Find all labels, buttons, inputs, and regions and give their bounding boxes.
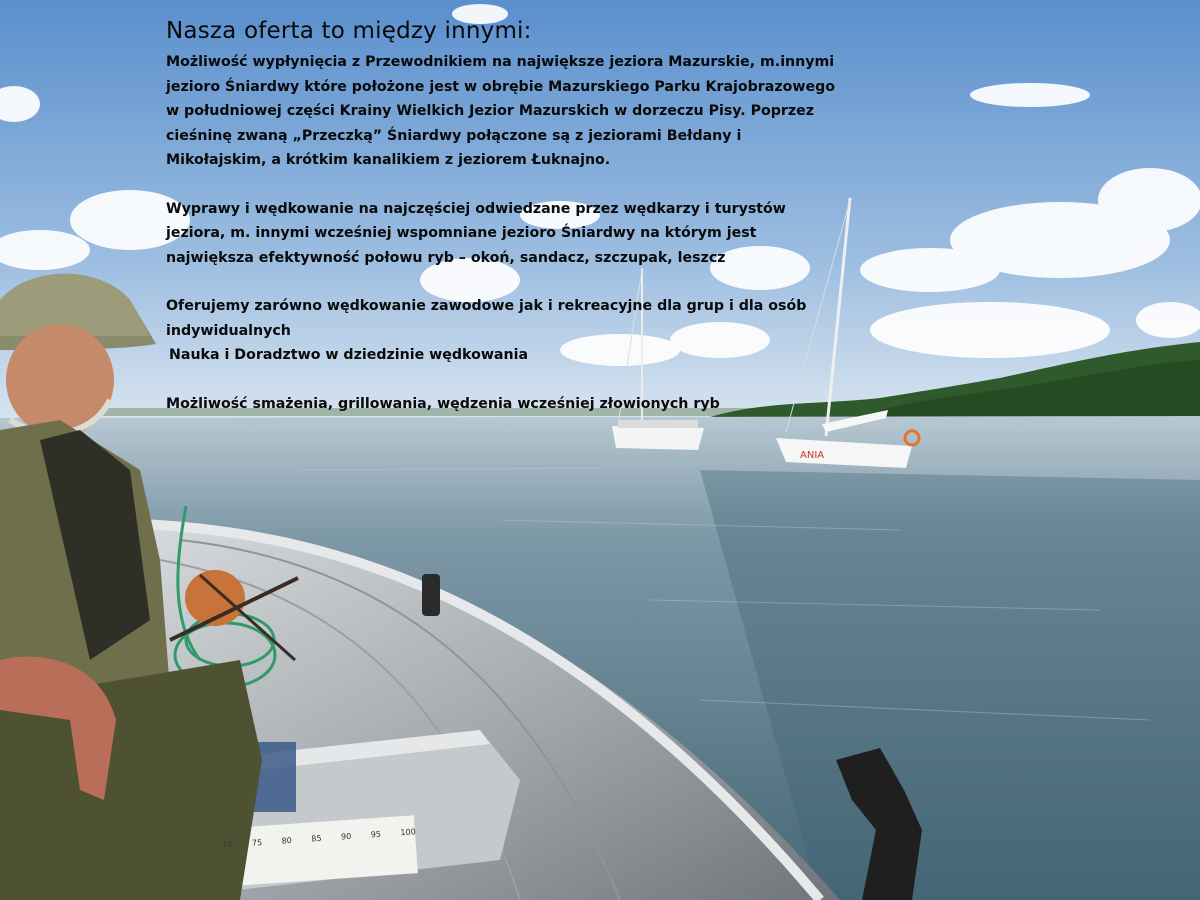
offer-paragraph-cooking: Możliwość smażenia, grillowania, wędzenia wcześniej złowionych ryb	[166, 395, 720, 412]
offer-paragraph-training: Nauka i Doradztwo w dziedzinie wędkowania	[169, 347, 529, 363]
boat-name: ANIA	[800, 450, 825, 461]
offer-text	[166, 18, 846, 416]
ruler-mark: 90	[340, 831, 352, 842]
offer-paragraph-trips: Wyprawy i wędkowanie na najczęściej odwiedzane przez wędkarzy i turystów jeziora, m. innymi wcześniej wspomniane jezioro Śniardwy na którym jest największa efektywność połowu ryb – okoń, sandacz, szczupak, leszcz	[166, 200, 786, 266]
ruler-mark: 80	[281, 835, 293, 846]
ruler-mark: 75	[251, 837, 263, 848]
offer-paragraph-guide: Możliwość wypłynięcia z Przewodnikiem na największe jeziora Mazurskie, m.innymi jezioro Śniardwy które położone jest w obrębie Mazurskiego Parku Krajobrazowego w południowej części Krainy Wielkich Jezior Mazurskich w dorzeczu Pisy. Poprzez cieśninę zwaną „Przeczką” Śniardwy połączone są z jeziorami Bełdany i Mikołajskim, a krótkim kanalikiem z jeziorem Łuknajno.	[166, 54, 835, 168]
ruler-mark: 95	[370, 829, 382, 840]
ruler-mark: 70	[221, 840, 233, 850]
ruler-mark: 85	[311, 833, 322, 844]
offer-paragraph-angling: Oferujemy zarówno wędkowanie zawodowe jak i rekreacyjne dla grup i dla osób indywidualnych	[166, 298, 807, 339]
ruler-mark: 100	[400, 827, 417, 838]
offer-title: Nasza oferta to między innymi:	[166, 18, 532, 44]
